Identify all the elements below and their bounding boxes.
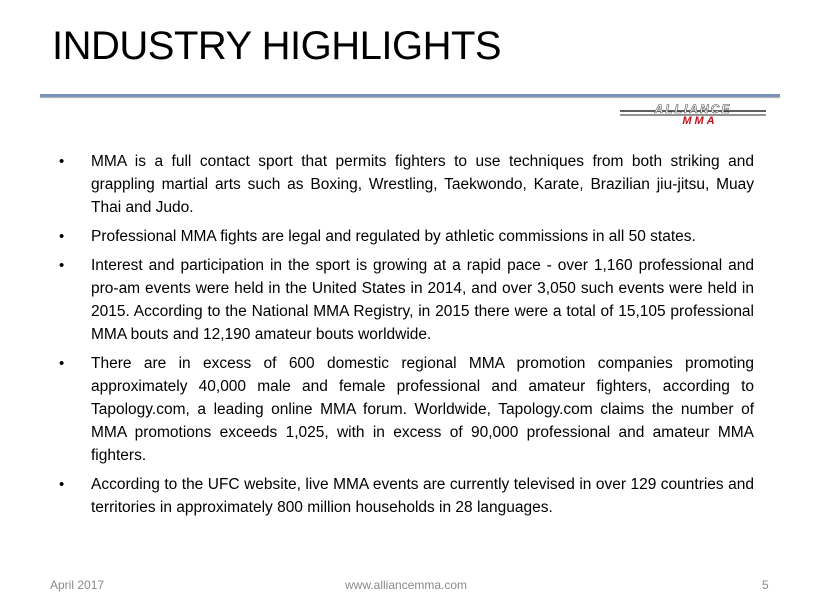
footer-date: April 2017 bbox=[50, 578, 105, 592]
bullet-text: Interest and participation in the sport is growing at a rapid pace - over 1,160 professional and pro-am events were held in the United States in 2014, and over 3,050 such events were held in 2015. According to the National MMA Registry, in 2015 there were a total of 15,105 professional MMA bouts and 12,190 amateur bouts worldwide. bbox=[91, 257, 754, 343]
alliance-mma-logo bbox=[620, 102, 766, 126]
page-number: 5 bbox=[762, 578, 769, 592]
slide-title: INDUSTRY HIGHLIGHTS bbox=[52, 24, 502, 68]
bullet-text: According to the UFC website, live MMA events are currently televised in over 129 countries and territories in approximately 800 million households in 28 languages. bbox=[91, 476, 754, 516]
bullet-dot-icon: • bbox=[59, 476, 65, 493]
list-item bbox=[56, 225, 754, 248]
bullet-dot-icon: • bbox=[59, 153, 65, 170]
bullet-text: MMA is a full contact sport that permits fighters to use techniques from both striking and grappling martial arts such as Boxing, Wrestling, Taekwondo, Karate, Brazilian jiu-jitsu, Muay Thai and Judo. bbox=[91, 153, 754, 216]
bullet-dot-icon: • bbox=[59, 228, 65, 245]
title-divider bbox=[40, 94, 780, 97]
logo-bottom-text: MMA bbox=[682, 115, 718, 126]
logo-top-text: ALLIANCE bbox=[654, 102, 732, 116]
bullet-text: There are in excess of 600 domestic regional MMA promotion companies promoting approximately 40,000 male and female professional and amateur fighters, according to Tapology.com, a leading online MMA forum. Worldwide, Tapology.com claims the number of MMA promotions exceeds 1,025, with in excess of 90,000 professional and amateur MMA fighters. bbox=[91, 355, 754, 464]
list-item bbox=[56, 254, 754, 346]
bullet-dot-icon: • bbox=[59, 257, 65, 274]
bullet-dot-icon: • bbox=[59, 355, 65, 372]
list-item bbox=[56, 473, 754, 519]
bullet-text: Professional MMA fights are legal and regulated by athletic commissions in all 50 states. bbox=[91, 228, 696, 245]
footer-url[interactable]: www.alliancemma.com bbox=[345, 578, 468, 592]
list-item bbox=[56, 150, 754, 219]
highlights-list bbox=[56, 150, 754, 525]
list-item bbox=[56, 352, 754, 467]
